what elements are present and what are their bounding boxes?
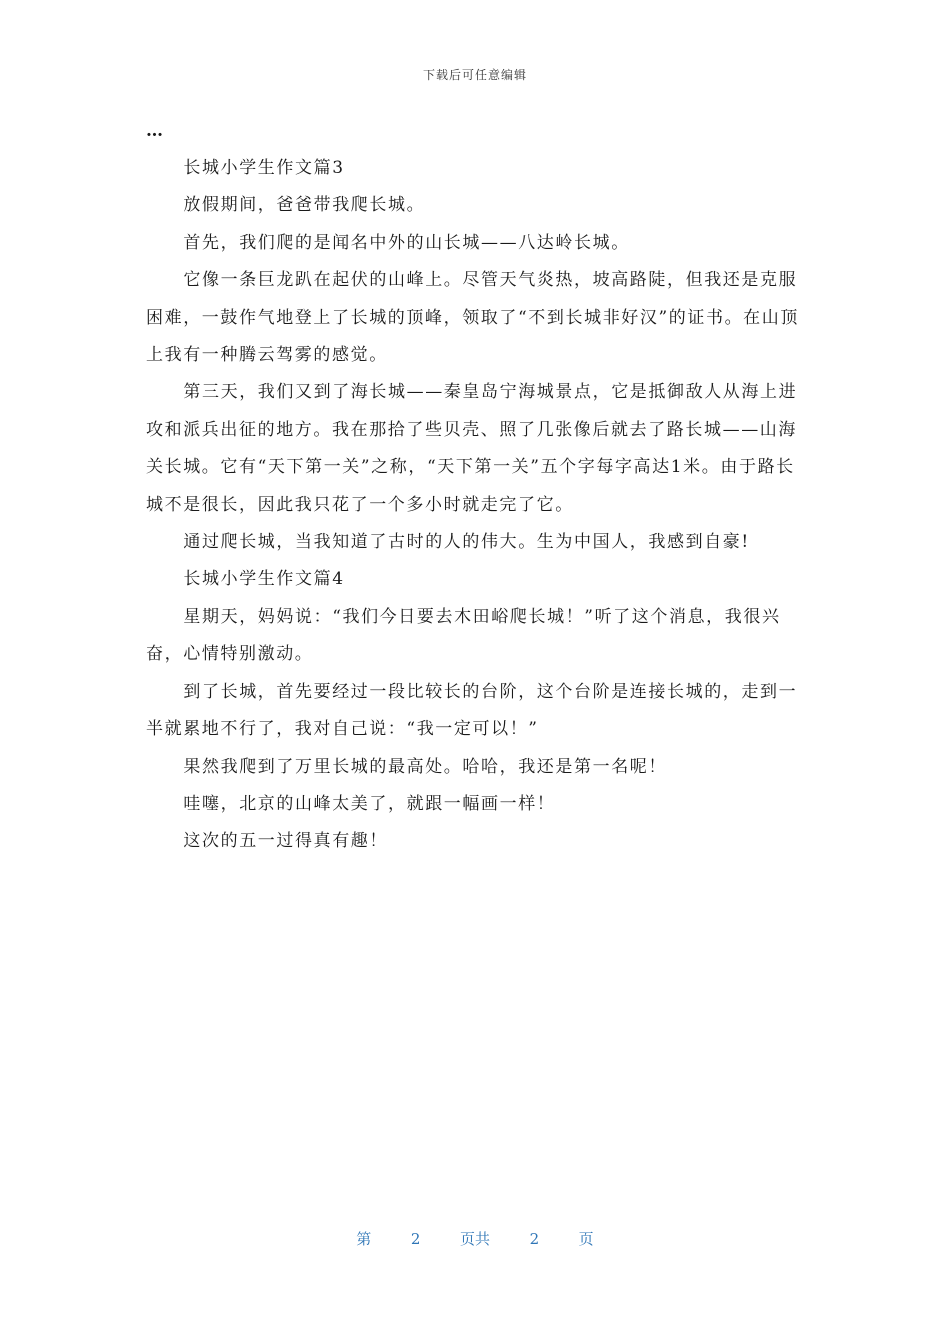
paragraph: 果然我爬到了万里长城的最高处。哈哈，我还是第一名呢！	[183, 756, 667, 777]
paragraph: 到了长城，首先要经过一段比较长的台阶，这个台阶是连接长城的，走到一半就累地不行了，我对自己说：“我一定可以！”	[146, 681, 798, 740]
paragraph: 它像一条巨龙趴在起伏的山峰上。尽管天气炎热，坡高路陡，但我还是克服困难，一鼓作气地登上了长城的顶峰，领取了“不到长城非好汉”的证书。在山顶上我有一种腾云驾雾的感觉。	[146, 270, 799, 366]
paragraph: 第三天，我们又到了海长城——秦皇岛宁海城景点，它是抵御敌人从海上进攻和派兵出征的地方。我在那拾了些贝壳、照了几张像后就去了路长城——山海关长城。它有“天下第一关”之称，“天下第一关”五个字每字高达1米。由于路长城不是很长，因此我只花了一个多小时就走完了它。	[146, 382, 798, 515]
paragraph: 首先，我们爬的是闻名中外的山长城——八达岭长城。	[183, 232, 630, 253]
total-pages-number: 2	[529, 1230, 540, 1248]
page-label-suffix: 页	[578, 1230, 594, 1248]
page-label-middle: 页共	[459, 1230, 490, 1248]
document-body	[146, 116, 806, 861]
page-header: 下载后可任意编辑	[422, 68, 527, 82]
continuation-ellipsis: …	[146, 121, 164, 141]
essay-title-3: 长城小学生作文篇3	[183, 158, 345, 178]
page-footer	[0, 1228, 950, 1249]
paragraph: 放假期间，爸爸带我爬长城。	[183, 195, 426, 216]
current-page-number: 2	[410, 1230, 421, 1248]
paragraph: 哇噻，北京的山峰太美了，就跟一幅画一样！	[183, 793, 556, 814]
essay-title-4: 长城小学生作文篇4	[183, 569, 345, 590]
paragraph: 星期天，妈妈说：“我们今日要去木田峪爬长城！”听了这个消息，我很兴奋，心情特别激动。	[146, 606, 781, 665]
paragraph: 通过爬长城，当我知道了古时的人的伟大。生为中国人，我感到自豪!	[183, 532, 750, 553]
page-label-prefix: 第	[356, 1230, 372, 1248]
paragraph: 这次的五一过得真有趣！	[183, 831, 388, 852]
